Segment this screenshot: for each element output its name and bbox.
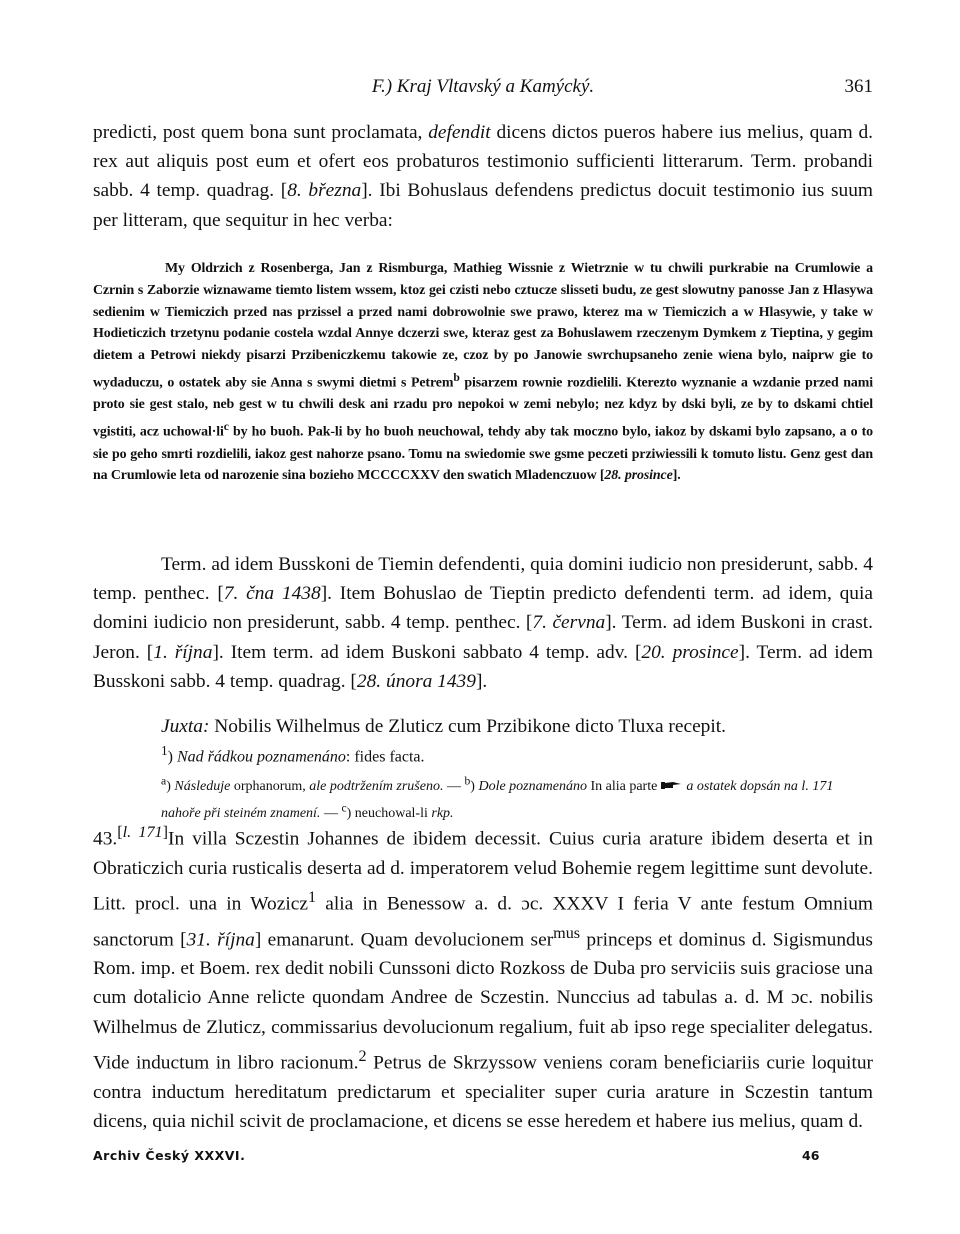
footnote-2-part-a: $^a$) Následuje orphanorum, ale podtržením zrušeno. — $^b$) Dole poznamenáno In alia parte: [161, 774, 658, 794]
footnotes: [93, 740, 873, 824]
paragraph-1: [93, 118, 873, 235]
running-header: [93, 76, 873, 100]
paragraph-2-text: Term. ad idem Busskoni de Tiemin defendenti, quia domini iudicio non presiderunt, sabb. 4 temp. penthec. [7. čna 1438]. Item Bohuslao de Tieptin predicto defendenti term. ad idem, quia domini iudicio non presiderunt, sabb. 4 temp. penthec. [7. června]. Term. ad idem Buskoni in crast. Jeron. [1. října]. Item term. ad idem Buskoni sabbato 4 temp. adv. [20. prosince]. Term. ad idem Busskoni sabb. 4 temp. quadrag. [28. února 1439].: [93, 554, 874, 692]
pointing-hand-icon: [661, 780, 683, 790]
charter-paragraph: My Oldrzich z Rosenberga, Jan z Rismburga, Mathieg Wissnie z Wietrznie w tu chwili purkrabie na Crumlowie a Czrnin s Zaborzie wiznawame tiemto listem wssem, ktoz gei czisti nebo cztucze slisseti budu, ze gest slowutny panosse Jan z Hlasywa sedienim w Tiemiczich przed nas przissel a przed nami dobrowolnie swe prawo, kterez ma w Tiemiczich a w Hlasywie, y take w Hodieticzich trzetynu podanie costela wzdal Annye dczerzi swe, kteraz gest za Bohuslawem rzeczenym Dymkem z Tieptina, y gegim dietem a Petrowi niekdy pisarzi Przibeniczkemu takowie ze, czoz by po Janowie swrchupsaneho zenie wiena bylo, naiprw gie to wydaduczu, o ostatek aby sie Anna s swymi dietmi s Petrem$^b$ pisarzem rownie rozdielili. Kterezto wyznanie a wzdanie przed nami proto sie gest stalo, neb gest w tu chwili desk ani rzadu pro nepokoi w zemi nebylo; nez kdyz by dski byli, ze by to dskami chtiel vgistiti, acz $uchowal\cdot li^c$ by ho buoh. Pak-li by ho buoh neuchowal, tehdy aby tak moczno bylo, iakoz by dskami bylo zapsano, a o to sie po geho smrti rozdielili, iakoz gest nahorze psano. Tomu na swiedomie swe gsme peczeti prziwiessili k tomuto listu. Genz gest dan na Crumlowie leta od narozenie sina bozieho MCCCCXXV den swatich Mladenczuow [28. prosince].: [93, 261, 874, 484]
entry-43-text: 43.[l. 171]In villa Sczestin Johannes de ibidem decessit. Cuius curia arature ibidem deserta et in Obraticzich curia rusticalis deserta ad d. imperatorem velud Bohemie regem legittime sunt devolute. Litt. procl. una in Wozicz$^1$ alia in Benessow a. d. ɔc. XXXV I feria V ante festum Omnium sanctorum [31. října] emanarunt. Quam devolucionem ser$^{mus}$ princeps et dominus d. Sigismundus Rom. imp. et Boem. rex dedit nobili Cunssoni dicto Rozkoss de Duba pro serviciis suis graciose una cum dotalicio Anne relicte quondam Andree de Sczestin. Nunccius ad tabulas a. d. M ɔc. nobilis Wilhelmus de Zluticz, commissarius devolucionum regalium, fuit ab ipso rege specialiter delegatus. Vide inductum in libro racionum.$^2$ Petrus de Skrzyssow veniens coram beneficiariis curie loquitur contra inductum hereditatum predictarum et specialiter super curia arature in Sczestin tantum dicens, quia nichil scivit de proclamacione, et dicens se esse heredem et habere ius melius, quam d.: [93, 824, 873, 1132]
paragraph-2: [93, 550, 873, 696]
sheet-number: 46: [802, 1148, 820, 1163]
running-title: F.) Kraj Vltavský a Kamýcký.: [371, 76, 595, 97]
paragraph-1-text: predicti, post quem bona sunt proclamata, defendit dicens dictos pueros habere ius melius, quam d. rex aut aliquis post eum et ofert eos probaturos testimonio sufficienti litterarum. Term. probandi sabb. 4 temp. quadrag. [8. března]. Ibi Bohuslaus defendens predictus docuit testimonio ius suum per litteram, que sequitur in hec verba:: [93, 122, 873, 231]
footnote-2: [93, 770, 873, 823]
paragraph-3: [93, 712, 873, 741]
footnote-1: $^1$) Nad řádkou poznamenáno: fides facta.: [161, 743, 425, 766]
footnote-2-part-b: a ostatek dopsán na l. 171 nahoře při steiném znamení. — $^c$) neuchowal-li rkp.: [161, 778, 834, 821]
sheet-signature: Archiv Český XXXVI.: [93, 1148, 246, 1163]
charter-text: [93, 258, 873, 487]
sheet-footer: [93, 1148, 873, 1166]
page-number: 361: [844, 76, 873, 97]
paragraph-3-text: Juxta: Nobilis Wilhelmus de Zluticz cum Przibikone dicto Tluxa recepit.: [161, 716, 727, 737]
entry-43: [93, 818, 873, 1136]
